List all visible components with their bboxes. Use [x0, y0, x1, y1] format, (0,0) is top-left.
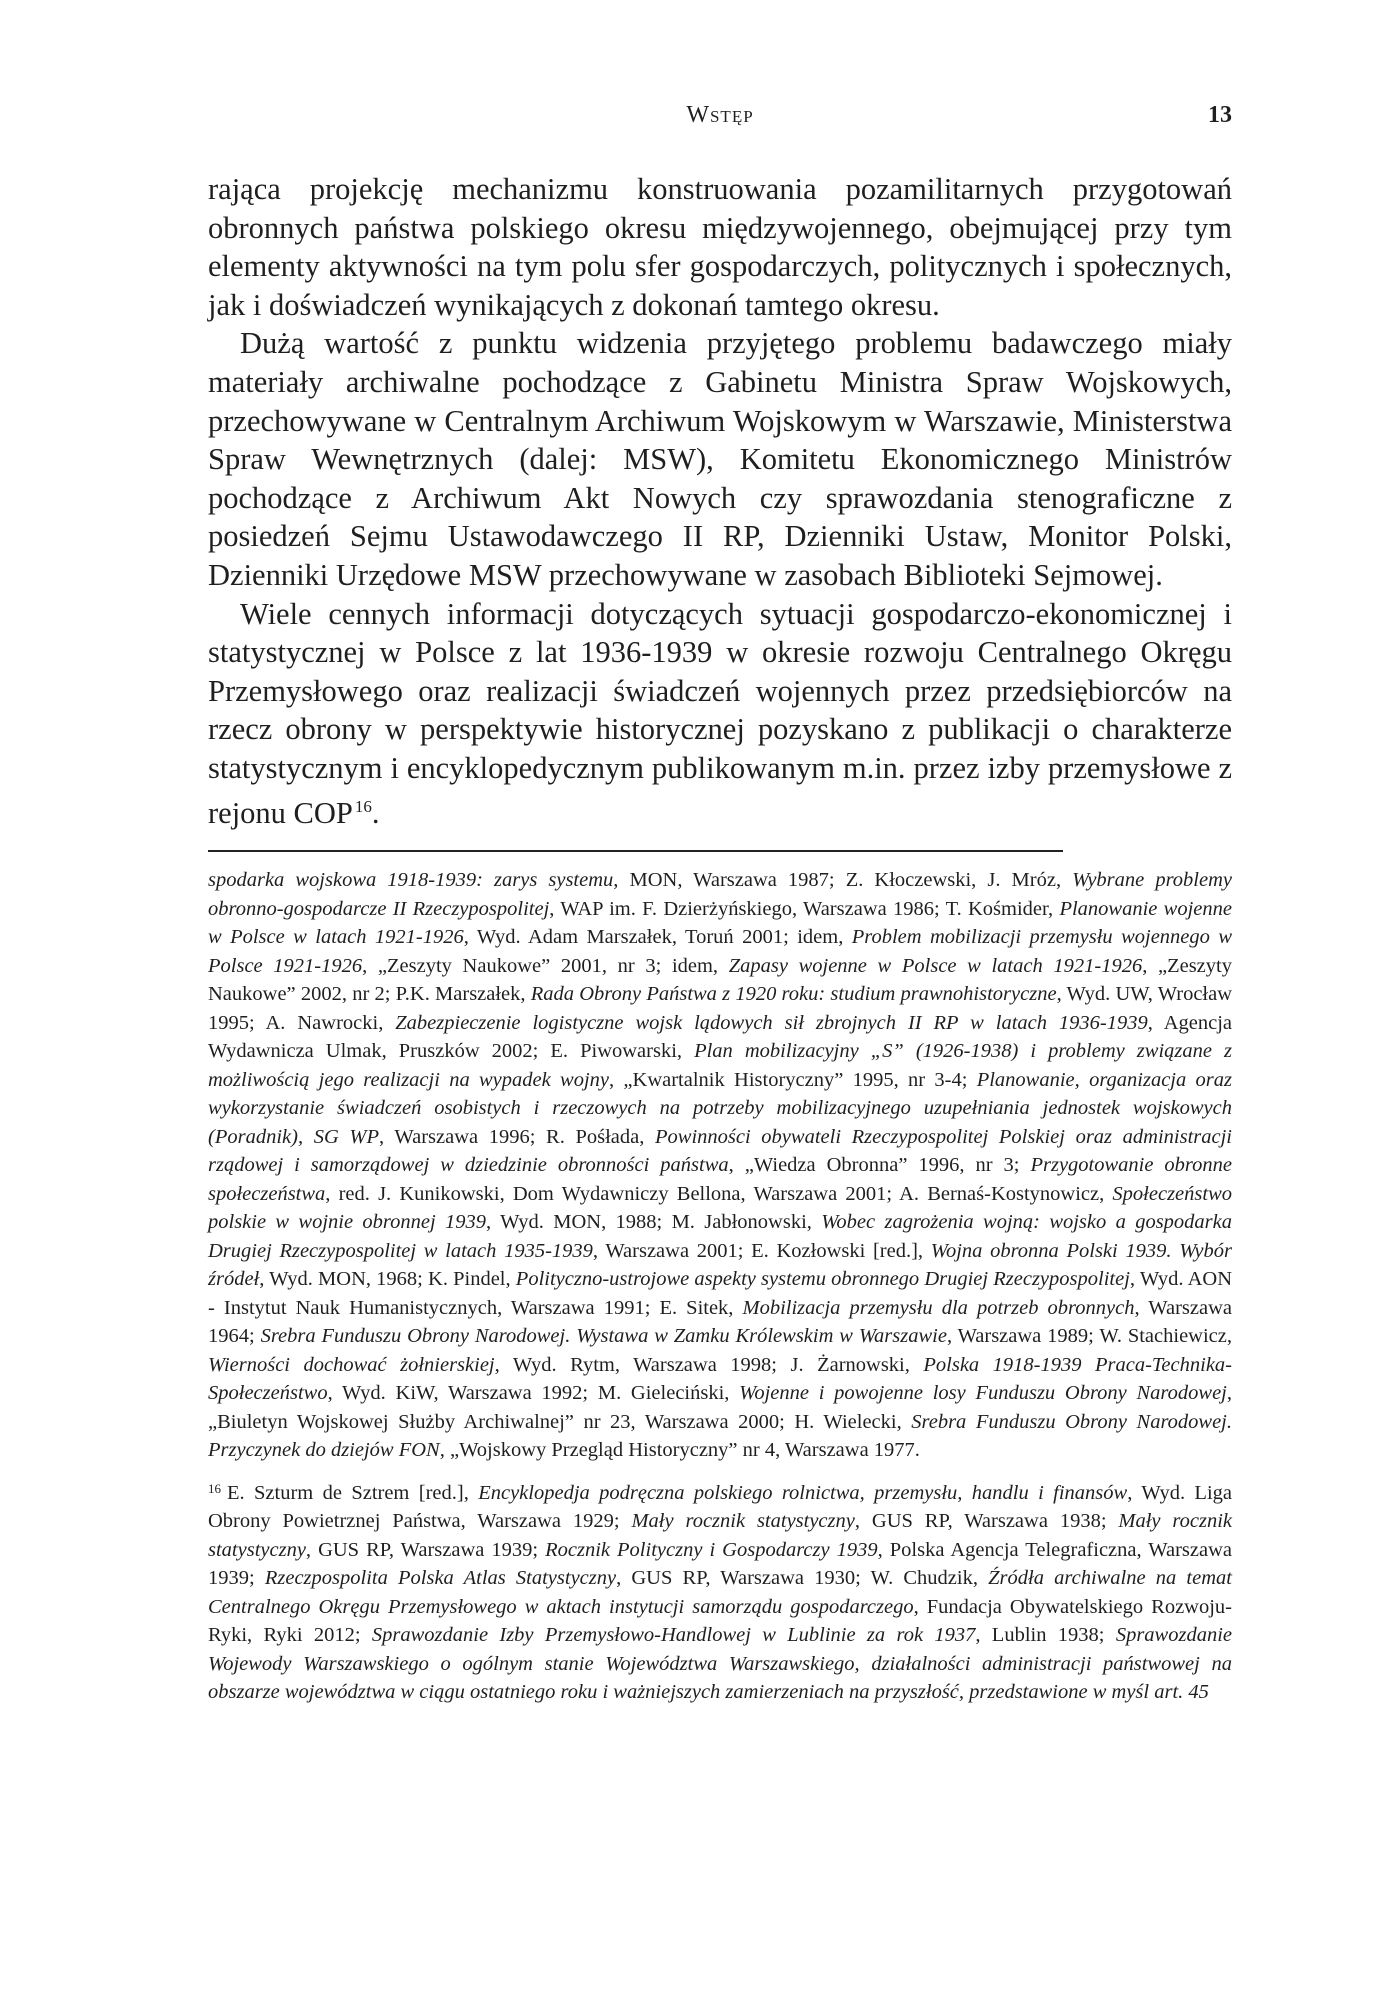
citation-text: , Lublin 1938; — [975, 1624, 1116, 1646]
citation-title: Mobilizacja przemysłu dla potrzeb obronnych — [742, 1296, 1135, 1319]
citation-title: Rada Obrony Państwa z 1920 roku: studium prawnohistoryczne — [530, 983, 1057, 1005]
citation-title: Sprawozdanie Wojewody Warszawskiego o ogólnym stanie Województwa Warszawskiego, działalności administracji państwowej na obszarze województwa w ciągu ostatniego roku i ważniejszych zamierzeniach na przyszłość, przedstawione w myśl art. 45 — [208, 1624, 1232, 1703]
citation-text: , Wyd. KiW, Warszawa 1992; M. Gieleciński, — [327, 1382, 740, 1404]
footnote-continued — [208, 866, 1232, 1465]
footnote-reference[interactable]: 16 — [354, 796, 372, 816]
citation-text: , „Kwartalnik Historyczny” 1995, nr 3-4; — [609, 1068, 977, 1091]
running-title: Wstęp — [686, 102, 754, 128]
citation-text: , MON, Warszawa 1987; Z. Kłoczewski, J. Mróz, — [613, 869, 1073, 891]
citation-title: Mały rocznik statystyczny — [208, 1510, 1233, 1561]
citation-title: Mały rocznik statystyczny — [631, 1510, 855, 1532]
page-number: 13 — [1208, 102, 1232, 128]
citation-title: Planowanie, organizacja oraz wykorzystanie świadczeń osobistych i rzeczowych na potrzeby mobilizacyjnego uzupełniania jednostek wojskowych (Poradnik), SG WP — [208, 1068, 1233, 1148]
citation-text: , GUS RP, Warszawa 1939; — [305, 1538, 546, 1561]
footnote-separator — [208, 850, 1063, 852]
paragraph-3-end: . — [371, 795, 380, 830]
citation-text: , Warszawa 1989; W. Stachiewicz, — [946, 1325, 1232, 1347]
citation-title: Wojenne i powojenne losy Funduszu Obrony Narodowej — [739, 1382, 1227, 1404]
citation-title: Rocznik Polityczny i Gospodarczy 1939 — [545, 1538, 878, 1561]
running-head — [208, 102, 1232, 142]
footnote-continued-text — [208, 869, 1232, 1461]
citation-text: , Wyd. MON, 1968; K. Pindel, — [259, 1268, 516, 1290]
citation-title: Srebra Funduszu Obrony Narodowej. Przyczynek do dziejów FON — [208, 1410, 1233, 1461]
paragraph-2: Dużą wartość z punktu widzenia przyjętego problemu badawczego miały materiały archiwalne pochodzące z Gabinetu Ministra Spraw Wojskowych, przechowywane w Centralnym Archiwum Wojskowym w Warszawie, Ministerstwa Spraw Wewnętrznych (dalej: MSW), Komitetu Ekonomicznego Ministrów pochodzące z Archiwum Akt Nowych czy sprawozdania stenograficzne z posiedzeń Sejmu Ustawodawczego II RP, Dzienniki Ustaw, Monitor Polski, Dzienniki Urzędowe MSW przechowywane w zasobach Biblioteki Sejmowej. — [208, 326, 1232, 592]
citation-text: , GUS RP, Warszawa 1930; W. Chudzik, — [616, 1567, 989, 1589]
footnote-16 — [208, 1475, 1232, 1707]
citation-text: , „Wojskowy Przegląd Historyczny” nr 4, Warszawa 1977. — [439, 1439, 920, 1461]
citation-title: Wojna obronna Polski 1939. Wybór źródeł — [208, 1239, 1232, 1290]
citation-title: Zapasy wojenne w Polsce w latach 1921-1926 — [728, 954, 1143, 977]
paragraph-1: rająca projekcję mechanizmu konstruowania pozamilitarnych przygotowań obronnych państwa polskiego okresu międzywojennego, obejmującej przy tym elementy aktywności na tym polu sfer gospodarczych, politycznych i społecznych, jak i doświadczeń wynikających z dokonań tamtego okresu. — [208, 172, 1232, 322]
citation-title: Sprawozdanie Izby Przemysłowo-Handlowej w Lublinie za rok 1937 — [371, 1624, 976, 1646]
citation-text: , Warszawa 1964; — [208, 1296, 1232, 1347]
citation-text: E. Szturm de Sztrem [red.], — [227, 1481, 479, 1504]
citation-title: Wobec zagrożenia wojną: wojsko a gospodarka Drugiej Rzeczypospolitej w latach 1935-1939 — [208, 1211, 1232, 1262]
citation-title: Polska 1918-1939 Praca-Technika-Społeczeństwo — [208, 1353, 1232, 1404]
citation-title: Rzeczpospolita Polska Atlas Statystyczny — [264, 1567, 617, 1589]
citation-text: , Warszawa 1996; R. Pośłada, — [379, 1125, 656, 1148]
citation-text: , Agencja Wydawnicza Ulmak, Pruszków 2002; E. Piwowarski, — [208, 1011, 1232, 1062]
citation-title: Zabezpieczenie logistyczne wojsk lądowych sił zbrojnych II RP w latach 1936-1939 — [395, 1011, 1148, 1034]
citation-text: , Warszawa 2001; E. Kozłowski [red.], — [592, 1239, 931, 1262]
citation-title: Społeczeństwo polskie w wojnie obronnej 1939 — [208, 1182, 1232, 1233]
citation-text: , „Zeszyty Naukowe” 2002, nr 2; P.K. Marszałek, — [208, 954, 1232, 1005]
citation-title: Powinności obywateli Rzeczypospolitej Polskiej oraz administracji rządowej i samorządowej w dziedzinie obronności państwa — [208, 1125, 1232, 1176]
citation-text: , „Zeszyty Naukowe” 2001, nr 3; idem, — [362, 954, 729, 977]
citation-title: Encyklopedja podręczna polskiego rolnictwa, przemysłu, handlu i finansów — [478, 1481, 1128, 1504]
body-text — [208, 170, 1232, 832]
citation-title: Przygotowanie obronne społeczeństwa — [208, 1154, 1232, 1205]
paragraph-3-text: Wiele cennych informacji dotyczących sytuacji gospodarczo-ekonomicznej i statystycznej w Polsce z lat 1936-1939 w okresie rozwoju Centralnego Okręgu Przemysłowego oraz realizacji świadczeń wojennych przez przedsiębiorców na rzecz obrony w perspektywie historycznej pozyskano z publikacji o charakterze statystycznym i encyklopedycznym publikowanym m.in. przez izby przemysłowe z rejonu COP — [208, 596, 1232, 830]
citation-title: Srebra Funduszu Obrony Narodowej. Wystawa w Zamku Królewskim w Warszawie — [260, 1325, 947, 1347]
citation-title: Źródła archiwalne na temat Centralnego Okręgu Przemysłowego w aktach instytucji samorządu gospodarczego — [208, 1567, 1232, 1618]
citation-text: , Wyd. AON - Instytut Nauk Humanistycznych, Warszawa 1991; E. Sitek, — [208, 1268, 1232, 1319]
citation-text: , WAP im. F. Dzierżyńskiego, Warszawa 1986; T. Kośmider, — [549, 897, 1060, 920]
footnote-number: 16 — [208, 1480, 221, 1496]
footnotes — [208, 866, 1232, 1707]
footnote-16-text — [208, 1482, 1232, 1704]
citation-text: , Wyd. Liga Obrony Powietrznej Państwa, Warszawa 1929; — [208, 1481, 1233, 1532]
citation-text: , Wyd. UW, Wrocław 1995; A. Nawrocki, — [208, 983, 1233, 1034]
citation-text: , red. J. Kunikowski, Dom Wydawniczy Bellona, Warszawa 2001; A. Bernaś-Kostynowicz, — [325, 1182, 1113, 1205]
citation-title: Wybrane problemy obronno-gospodarcze II Rzeczypospolitej — [208, 869, 1232, 920]
citation-title: Wierności dochować żołnierskiej — [208, 1353, 495, 1376]
citation-title: Plan mobilizacyjny „S” (1926-1938) i problemy związane z możliwością jego realizacji na wypadek wojny — [208, 1040, 1232, 1091]
citation-text: , „Biuletyn Wojskowej Służby Archiwalnej” nr 23, Warszawa 2000; H. Wielecki, — [208, 1382, 1232, 1433]
citation-text: , Polska Agencja Telegraficzna, Warszawa 1939; — [208, 1538, 1232, 1589]
citation-text: , Wyd. MON, 1988; M. Jabłonowski, — [486, 1211, 822, 1233]
citation-title: Problem mobilizacji przemysłu wojennego w Polsce 1921-1926 — [208, 926, 1232, 977]
paragraph-3 — [208, 595, 1232, 833]
citation-title: Planowanie wojenne w Polsce w latach 1921-1926 — [208, 897, 1232, 948]
citation-text: , Wyd. Adam Marszałek, Toruń 2001; idem, — [463, 926, 852, 948]
citation-title: Polityczno-ustrojowe aspekty systemu obronnego Drugiej Rzeczypospolitej — [515, 1268, 1130, 1290]
citation-text: , Fundacja Obywatelskiego Rozwoju-Ryki, Ryki 2012; — [208, 1595, 1232, 1646]
citation-text: , Wyd. Rytm, Warszawa 1998; J. Żarnowski, — [494, 1353, 924, 1376]
citation-text: , GUS RP, Warszawa 1938; — [854, 1510, 1119, 1532]
citation-title: spodarka wojskowa 1918-1939: zarys systemu — [208, 869, 614, 891]
citation-text: , „Wiedza Obronna” 1996, nr 3; — [728, 1154, 1031, 1176]
